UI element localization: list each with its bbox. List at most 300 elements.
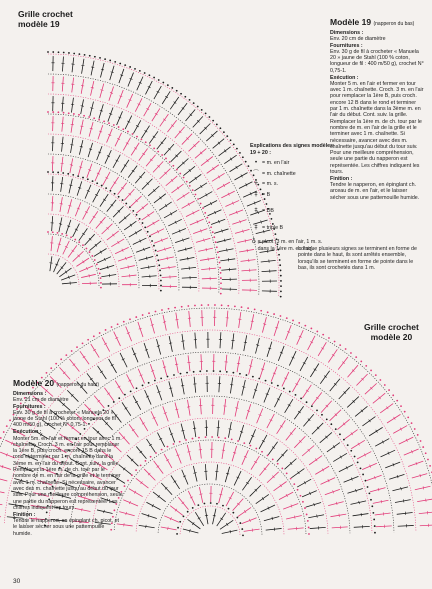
chain-dot bbox=[206, 370, 208, 372]
chain-dot bbox=[109, 60, 111, 62]
chain-dot bbox=[417, 434, 419, 436]
chain-dot bbox=[197, 504, 199, 506]
stitch-mark bbox=[100, 265, 114, 269]
stitch-bar bbox=[193, 473, 196, 474]
stitch-mark bbox=[318, 342, 326, 356]
chain-dot bbox=[219, 262, 221, 264]
stitch-mark bbox=[157, 433, 164, 447]
stitch-mark bbox=[59, 268, 71, 277]
stitch-mark bbox=[101, 275, 116, 277]
stitch-mark bbox=[66, 220, 71, 234]
chain-dot bbox=[202, 207, 204, 209]
chain-dot bbox=[239, 522, 241, 524]
stitch-mark bbox=[68, 199, 72, 213]
stitch-mark bbox=[132, 348, 138, 363]
stitch-mark bbox=[122, 402, 131, 415]
stitch-mark bbox=[144, 343, 149, 358]
chain-dot bbox=[375, 374, 377, 376]
stitch-mark bbox=[362, 417, 375, 426]
stitch-mark bbox=[415, 486, 431, 490]
stitch-bar bbox=[420, 474, 421, 477]
stitch-mark bbox=[199, 192, 212, 199]
chain-dot bbox=[231, 439, 233, 441]
chain-dot bbox=[195, 194, 197, 196]
stitch-mark bbox=[151, 229, 164, 236]
chain-dot bbox=[373, 519, 375, 521]
stitch-mark bbox=[80, 351, 89, 364]
chain-dot bbox=[192, 507, 194, 509]
stitch-mark bbox=[393, 426, 407, 434]
chain-dot bbox=[131, 474, 133, 476]
stitch-bar bbox=[169, 343, 172, 344]
stitch-bar bbox=[181, 430, 184, 431]
chain-dot bbox=[241, 528, 243, 530]
chain-dot bbox=[68, 112, 70, 114]
stitch-mark bbox=[366, 475, 381, 480]
chain-dot bbox=[118, 196, 120, 198]
stitch-mark bbox=[309, 456, 322, 465]
stitch-mark bbox=[195, 333, 196, 349]
chain-dot bbox=[233, 143, 235, 145]
chain-dot bbox=[153, 147, 155, 149]
chain-dot bbox=[87, 178, 89, 180]
stitch-mark bbox=[380, 404, 393, 413]
chain-dot bbox=[135, 469, 137, 471]
stitch-mark bbox=[177, 158, 188, 168]
stitch-mark bbox=[244, 529, 260, 531]
chain-dot bbox=[372, 512, 374, 514]
stitch-mark bbox=[320, 371, 329, 384]
chain-dot bbox=[213, 370, 215, 372]
stitch-mark bbox=[266, 528, 282, 530]
stitch-mark bbox=[127, 455, 138, 466]
stitch-mark bbox=[362, 463, 377, 469]
chain-dot bbox=[52, 171, 54, 173]
chain-dot bbox=[67, 173, 69, 175]
stitch-mark bbox=[76, 258, 89, 266]
stitch-mark bbox=[306, 502, 321, 507]
stitch-bar bbox=[70, 145, 73, 146]
stitch-mark bbox=[98, 125, 103, 139]
legend-row bbox=[250, 181, 334, 188]
stitch-mark bbox=[150, 318, 154, 333]
chain-dot bbox=[129, 318, 131, 320]
chain-dot bbox=[139, 218, 141, 220]
legend-row bbox=[250, 208, 334, 215]
chain-dot bbox=[154, 380, 156, 382]
stitch-mark bbox=[108, 108, 113, 122]
chain-dot bbox=[82, 244, 84, 246]
legend-text: = m. en l'air bbox=[262, 160, 290, 166]
chain-dot bbox=[58, 51, 60, 53]
stitch-mark bbox=[347, 488, 362, 493]
chain-dot bbox=[354, 456, 356, 458]
stitch-mark bbox=[164, 210, 177, 218]
chain-dot bbox=[357, 461, 359, 463]
chain-dot bbox=[179, 521, 181, 523]
chain-dot bbox=[219, 267, 221, 269]
stitch-mark bbox=[102, 337, 110, 351]
stitch-bar bbox=[378, 488, 379, 491]
chain-dot bbox=[47, 231, 49, 233]
stitch-mark bbox=[292, 378, 300, 392]
stitch-mark bbox=[91, 81, 94, 96]
stitch-bar bbox=[81, 65, 84, 66]
stitch-mark bbox=[129, 424, 138, 437]
stitch-bar bbox=[224, 239, 225, 242]
chain-dot bbox=[134, 68, 136, 70]
stitch-mark bbox=[87, 164, 92, 178]
stitch-mark bbox=[232, 446, 237, 461]
stitch-mark bbox=[267, 414, 274, 428]
stitch-mark bbox=[62, 57, 63, 72]
stitch-mark bbox=[404, 449, 419, 455]
chain-dot bbox=[63, 112, 65, 114]
chain-dot bbox=[93, 335, 95, 337]
legend-text: = m. s. bbox=[262, 181, 279, 187]
legend-row bbox=[250, 192, 334, 199]
chain-dot bbox=[241, 306, 243, 308]
stitch-mark bbox=[181, 424, 185, 439]
stitch-mark bbox=[97, 257, 111, 263]
chain-dot bbox=[99, 57, 101, 59]
chain-dot bbox=[113, 124, 115, 126]
stitch-mark bbox=[94, 248, 107, 256]
chain-dot bbox=[242, 534, 244, 536]
stitch-mark bbox=[188, 355, 190, 371]
stitch-mark bbox=[234, 173, 247, 180]
stitch-mark bbox=[54, 258, 60, 272]
stitch-mark bbox=[373, 500, 389, 503]
stitch-mark bbox=[161, 483, 172, 495]
chain-dot bbox=[176, 169, 178, 171]
stitch-mark bbox=[169, 336, 172, 352]
chain-dot bbox=[169, 161, 171, 163]
stitch-mark bbox=[131, 196, 142, 206]
stitch-mark bbox=[103, 172, 110, 185]
stitch-mark bbox=[190, 219, 204, 225]
stitch-bar bbox=[403, 499, 404, 502]
stitch-mark bbox=[381, 450, 396, 457]
stitch-mark bbox=[355, 406, 367, 416]
stitch-mark bbox=[230, 164, 243, 172]
stitch-mark bbox=[171, 151, 182, 162]
chain-dot bbox=[162, 82, 164, 84]
chain-dot bbox=[321, 414, 323, 416]
chain-dot bbox=[94, 259, 96, 261]
stitch-mark bbox=[212, 173, 225, 181]
chain-dot bbox=[73, 113, 75, 115]
chain-dot bbox=[96, 263, 98, 265]
stitch-mark bbox=[389, 474, 404, 479]
chain-dot bbox=[250, 445, 252, 447]
chain-dot bbox=[286, 472, 288, 474]
chain-dot bbox=[127, 480, 129, 482]
chain-dot bbox=[187, 511, 189, 513]
stitch-bar bbox=[208, 258, 209, 261]
stitch-bar bbox=[168, 527, 169, 530]
grid-19-title-line2: modèle 19 bbox=[18, 19, 60, 29]
stitch-mark bbox=[216, 464, 218, 480]
stitch-mark bbox=[85, 185, 91, 199]
stitch-bar bbox=[226, 473, 229, 474]
stitch-mark bbox=[139, 525, 155, 527]
stitch-mark bbox=[385, 462, 400, 468]
stitch-mark bbox=[150, 364, 155, 379]
stitch-mark bbox=[220, 259, 235, 261]
chain-dot bbox=[129, 206, 131, 208]
chain-dot bbox=[57, 172, 59, 174]
chain-dot bbox=[101, 185, 103, 187]
stitch-mark bbox=[206, 131, 217, 141]
stitch-mark bbox=[136, 446, 146, 458]
stitch-mark bbox=[62, 283, 77, 284]
chain-dot bbox=[207, 304, 209, 306]
stitch-mark bbox=[107, 231, 119, 240]
stitch-mark bbox=[72, 57, 74, 72]
stitch-mark bbox=[201, 268, 216, 269]
stitch-mark bbox=[339, 387, 350, 399]
stitch-mark bbox=[345, 430, 358, 439]
stitch-mark bbox=[175, 403, 179, 418]
stitch-bar bbox=[228, 429, 231, 430]
chain-dot bbox=[295, 394, 297, 396]
stitch-mark bbox=[153, 161, 163, 172]
stitch-bar bbox=[294, 516, 295, 519]
stitch-mark bbox=[126, 326, 132, 341]
stitch-bar bbox=[187, 257, 188, 260]
chain-dot bbox=[374, 532, 376, 534]
stitch-mark bbox=[302, 446, 314, 456]
chain-dot bbox=[392, 394, 394, 396]
stitch-mark bbox=[122, 275, 137, 277]
stitch-mark bbox=[128, 166, 137, 178]
chain-dot bbox=[168, 308, 170, 310]
stitch-bar bbox=[339, 514, 340, 517]
stitch-bar bbox=[219, 494, 222, 495]
stitch-bar bbox=[175, 409, 178, 410]
chain-dot bbox=[60, 358, 62, 360]
stitch-bar bbox=[206, 248, 207, 251]
stitch-mark bbox=[201, 354, 202, 370]
chain-dot bbox=[220, 282, 222, 284]
stitch-mark bbox=[220, 332, 221, 348]
stitch-mark bbox=[308, 515, 324, 518]
stitch-mark bbox=[100, 63, 104, 78]
stitch-mark bbox=[310, 527, 326, 528]
stitch-mark bbox=[237, 356, 240, 372]
chain-dot bbox=[103, 120, 105, 122]
chain-dot bbox=[247, 307, 249, 309]
stitch-mark bbox=[117, 111, 123, 125]
chain-dot bbox=[293, 483, 295, 485]
stitch-mark bbox=[365, 383, 377, 394]
stitch-mark bbox=[310, 363, 319, 377]
chain-dot bbox=[237, 440, 239, 442]
chain-arc bbox=[48, 254, 79, 287]
stitch-mark bbox=[205, 464, 206, 480]
stitch-bar bbox=[157, 346, 160, 347]
chain-dot bbox=[335, 428, 337, 430]
grid-20-title bbox=[364, 322, 419, 342]
stitch-mark bbox=[256, 338, 260, 354]
stitch-mark bbox=[194, 183, 207, 191]
chain-dot bbox=[111, 326, 113, 328]
stitch-mark bbox=[129, 229, 142, 237]
stitch-mark bbox=[110, 177, 118, 190]
stitch-mark bbox=[80, 120, 83, 135]
stitch-mark bbox=[78, 161, 82, 175]
stitch-mark bbox=[154, 238, 168, 243]
stitch-mark bbox=[133, 238, 147, 244]
single-crochet-icon: + bbox=[253, 180, 259, 187]
model-19-dimensions: Env. 20 cm de diamètre bbox=[330, 35, 386, 42]
chain-dot bbox=[192, 438, 194, 440]
chain-dot bbox=[213, 236, 215, 238]
stitch-mark bbox=[261, 505, 275, 512]
stitch-mark bbox=[169, 427, 175, 442]
chain-dot bbox=[144, 226, 146, 228]
chain-dot bbox=[57, 111, 59, 113]
chain-dot bbox=[142, 385, 144, 387]
chain-dot bbox=[289, 391, 291, 393]
model-19-supplies: Env. 30 g de fil à crocheter « Manuela 20 » jaune de Stahl (100 % coton, longueur de fil : 400 m/50 g), crochet N° 0,75-1. bbox=[330, 48, 424, 74]
chain-dot bbox=[246, 374, 248, 376]
stitch-mark bbox=[89, 122, 93, 136]
chain-dot bbox=[155, 250, 157, 252]
stitch-mark bbox=[142, 514, 157, 519]
stitch-bar bbox=[101, 69, 104, 70]
chain-dot bbox=[142, 222, 144, 224]
model-20-execution-label: Exécution : bbox=[13, 429, 42, 436]
stitch-mark bbox=[268, 442, 277, 455]
stitch-mark bbox=[178, 103, 187, 115]
stitch-mark bbox=[277, 450, 288, 462]
stitch-mark bbox=[136, 478, 149, 488]
stitch-mark bbox=[181, 379, 184, 395]
chain-dot bbox=[205, 436, 207, 438]
chain-dot bbox=[343, 439, 345, 441]
chain-dot bbox=[183, 515, 185, 517]
chain-dot bbox=[277, 463, 279, 465]
stitch-mark bbox=[69, 179, 72, 194]
chain-dot bbox=[236, 517, 238, 519]
stitch-mark bbox=[187, 519, 200, 529]
chain-dot bbox=[217, 251, 219, 253]
stitch-mark bbox=[142, 179, 153, 190]
stitch-mark bbox=[206, 420, 207, 436]
model-19-execution-label: Exécution : bbox=[330, 74, 359, 81]
chain-dot bbox=[310, 328, 312, 330]
model-19-dimensions-label: Dimensions : bbox=[330, 29, 364, 36]
stitch-mark bbox=[264, 516, 279, 520]
chain-dot bbox=[360, 361, 362, 363]
stitch-mark bbox=[111, 239, 124, 247]
triple-crochet-icon: ‡ bbox=[254, 223, 258, 231]
stitch-mark bbox=[0, 502, 2, 504]
stitch-mark bbox=[138, 369, 144, 384]
chain-dot bbox=[280, 315, 282, 317]
chain-dot bbox=[94, 56, 96, 58]
chain-dot bbox=[221, 304, 223, 306]
chain-dot bbox=[89, 251, 91, 253]
chain-dot bbox=[148, 74, 150, 76]
stitch-mark bbox=[286, 516, 302, 519]
chain-dot bbox=[82, 177, 84, 179]
stitch-mark bbox=[60, 197, 62, 212]
stitch-mark bbox=[198, 248, 213, 251]
chain-dot bbox=[160, 377, 162, 379]
stitch-mark bbox=[397, 512, 413, 514]
stitch-mark bbox=[145, 390, 152, 405]
chain-dot bbox=[91, 255, 93, 257]
chain-dot bbox=[172, 165, 174, 167]
stitch-mark bbox=[398, 525, 414, 526]
stitch-mark bbox=[260, 362, 265, 377]
stitch-mark bbox=[229, 210, 243, 215]
model-20-title: Modèle 20 bbox=[13, 378, 55, 388]
stitch-mark bbox=[154, 461, 164, 474]
stitch-mark bbox=[171, 476, 180, 489]
chain-dot bbox=[220, 288, 222, 290]
stitch-mark bbox=[163, 406, 168, 421]
stitch-mark bbox=[351, 440, 365, 448]
chain-arc bbox=[92, 418, 328, 534]
stitch-bar bbox=[247, 249, 248, 252]
stitch-mark bbox=[333, 453, 347, 461]
stitch-mark bbox=[262, 271, 277, 272]
stitch-mark bbox=[170, 506, 183, 516]
stitch-mark bbox=[154, 194, 166, 203]
stitch-bar bbox=[381, 500, 382, 503]
stitch-mark bbox=[129, 489, 143, 497]
chain-dot bbox=[78, 53, 80, 55]
grid-19-title bbox=[18, 9, 73, 29]
chain-dot bbox=[180, 93, 182, 95]
chain-dot bbox=[281, 468, 283, 470]
stitch-mark bbox=[144, 103, 151, 116]
chain-dot bbox=[420, 440, 422, 442]
stitch-mark bbox=[72, 78, 74, 93]
stitch-mark bbox=[119, 69, 124, 83]
stitch-mark bbox=[133, 120, 140, 133]
stitch-mark bbox=[164, 454, 172, 468]
chain-dot bbox=[70, 236, 72, 238]
chain-dot bbox=[280, 270, 282, 272]
stitch-bar bbox=[59, 224, 62, 225]
chain-dot bbox=[210, 226, 212, 228]
chain-dot bbox=[201, 304, 203, 306]
chain-dot bbox=[119, 63, 121, 65]
stitch-mark bbox=[71, 98, 73, 113]
chain-dot bbox=[135, 316, 137, 318]
stitch-mark bbox=[119, 214, 130, 224]
stitch-mark bbox=[222, 443, 224, 459]
stitch-mark bbox=[85, 234, 95, 245]
stitch-mark bbox=[395, 500, 411, 503]
chain-dot bbox=[302, 501, 304, 503]
stitch-mark bbox=[61, 157, 63, 172]
stitch-mark bbox=[157, 385, 162, 400]
stitch-mark bbox=[70, 158, 73, 173]
chain-dot bbox=[218, 257, 220, 259]
stitch-mark bbox=[200, 398, 201, 414]
chain-dot bbox=[280, 296, 282, 298]
stitch-bar bbox=[263, 324, 266, 325]
stitch-mark bbox=[62, 117, 63, 132]
stitch-bar bbox=[148, 266, 149, 269]
stitch-mark bbox=[102, 224, 113, 234]
